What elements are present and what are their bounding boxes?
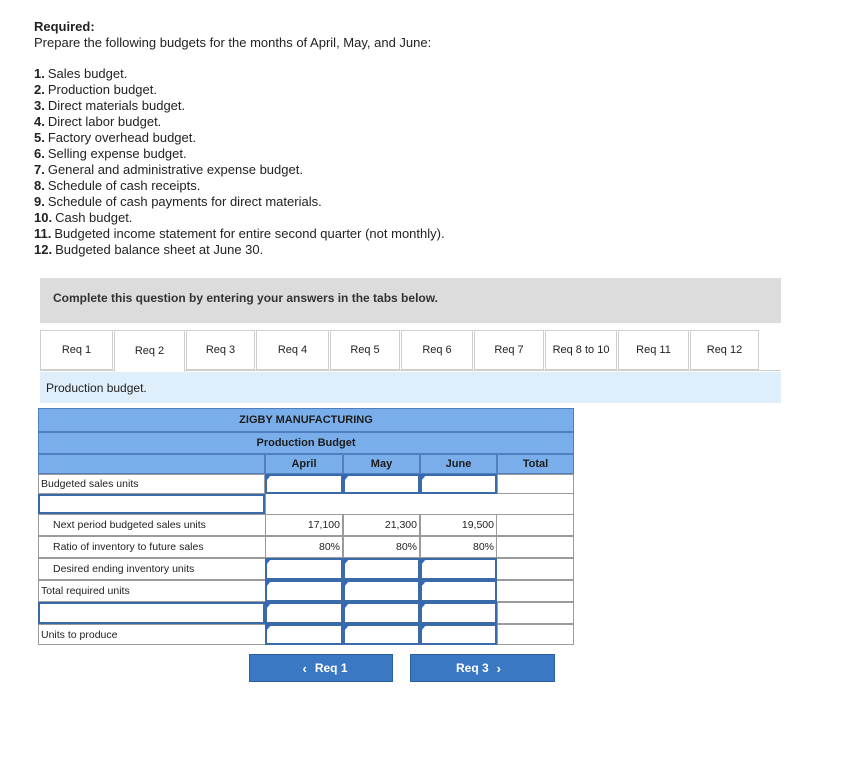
tab-req-12[interactable]: Req 12: [690, 330, 759, 370]
next-req-button[interactable]: [410, 654, 555, 682]
blank-row-2-april-input[interactable]: [265, 602, 343, 624]
chevron-right-icon: ›: [496, 660, 502, 676]
total-required-april-input[interactable]: [265, 580, 343, 602]
list-item: 4. Direct labor budget.: [34, 114, 162, 129]
tab-req-4[interactable]: Req 4: [256, 330, 329, 370]
ratio-april: 80%: [318, 541, 340, 553]
blank-row-label-input[interactable]: [38, 494, 265, 514]
row-label-ratio: Ratio of inventory to future sales: [53, 541, 204, 553]
tab-req-2[interactable]: Req 2: [114, 330, 185, 372]
list-item: 5. Factory overhead budget.: [34, 130, 196, 145]
tab-req-3[interactable]: Req 3: [186, 330, 255, 370]
row-label-budgeted-sales: Budgeted sales units: [41, 478, 139, 490]
list-item: 12. Budgeted balance sheet at June 30.: [34, 242, 264, 257]
total-required-june-input[interactable]: [420, 580, 497, 602]
prev-req-button[interactable]: [249, 654, 393, 682]
list-item: 11. Budgeted income statement for entire second quarter (not monthly).: [34, 226, 445, 241]
budgeted-sales-june-input[interactable]: [420, 474, 497, 494]
next-period-may: 21,300: [384, 519, 417, 531]
list-item: 1. Sales budget.: [34, 66, 128, 81]
row-label-next-period: Next period budgeted sales units: [53, 519, 206, 531]
blank-row-2-may-input[interactable]: [343, 602, 420, 624]
col-total: Total: [497, 454, 574, 474]
list-item: 9. Schedule of cash payments for direct materials.: [34, 194, 322, 209]
budgeted-sales-total: [497, 474, 574, 494]
required-heading: Required:: [34, 19, 95, 34]
list-item: 2. Production budget.: [34, 82, 157, 97]
blank-row-values: [265, 494, 574, 514]
ratio-june: 80%: [472, 541, 494, 553]
budget-title: Production Budget: [38, 432, 574, 454]
section-header: [40, 372, 781, 403]
row-label-units-to-produce: Units to produce: [41, 629, 118, 641]
list-item: 3. Direct materials budget.: [34, 98, 186, 113]
budgeted-sales-april-input[interactable]: [265, 474, 343, 494]
desired-ending-april-input[interactable]: [265, 558, 343, 580]
desired-ending-june-input[interactable]: [420, 558, 497, 580]
total-required-may-input[interactable]: [343, 580, 420, 602]
units-to-produce-total: [497, 624, 574, 645]
prev-req-label: Req 1: [314, 661, 348, 675]
next-req-label: Req 3: [455, 661, 489, 675]
blank-row-2-june-input[interactable]: [420, 602, 497, 624]
chevron-left-icon: ‹: [302, 660, 307, 676]
units-to-produce-june-input[interactable]: [420, 624, 497, 645]
tab-req-1[interactable]: Req 1: [40, 330, 113, 370]
list-item: 8. Schedule of cash receipts.: [34, 178, 201, 193]
tab-req-8-to-10[interactable]: Req 8 to 10: [545, 330, 617, 370]
complete-question-banner: [40, 278, 781, 323]
col-june: June: [420, 454, 497, 474]
label-column-header: [38, 454, 265, 474]
ratio-may: 80%: [395, 541, 417, 553]
list-item: 6. Selling expense budget.: [34, 146, 187, 161]
blank-row-2-total: [497, 602, 574, 624]
section-title: Production budget.: [46, 381, 147, 395]
tab-req-6[interactable]: Req 6: [401, 330, 473, 370]
requirement-tabs: [40, 330, 781, 371]
tab-req-5[interactable]: Req 5: [330, 330, 400, 370]
list-item: 10. Cash budget.: [34, 210, 133, 225]
complete-question-text: Complete this question by entering your answers in the tabs below.: [53, 291, 438, 305]
budgeted-sales-may-input[interactable]: [343, 474, 420, 494]
row-label-total-required: Total required units: [41, 585, 130, 597]
tab-req-11[interactable]: Req 11: [618, 330, 689, 370]
requirements-list: [34, 66, 445, 258]
row-label-desired-ending: Desired ending inventory units: [53, 563, 195, 575]
col-april: April: [265, 454, 343, 474]
list-item: 7. General and administrative expense budget.: [34, 162, 303, 177]
units-to-produce-april-input[interactable]: [265, 624, 343, 645]
desired-ending-may-input[interactable]: [343, 558, 420, 580]
col-may: May: [343, 454, 420, 474]
company-name: ZIGBY MANUFACTURING: [38, 408, 574, 432]
units-to-produce-may-input[interactable]: [343, 624, 420, 645]
blank-row-2-label-input[interactable]: [38, 602, 265, 624]
instructions-text: Prepare the following budgets for the months of April, May, and June:: [34, 35, 432, 50]
next-period-june: 19,500: [461, 519, 494, 531]
next-period-april: 17,100: [307, 519, 340, 531]
tab-req-7[interactable]: Req 7: [474, 330, 544, 370]
